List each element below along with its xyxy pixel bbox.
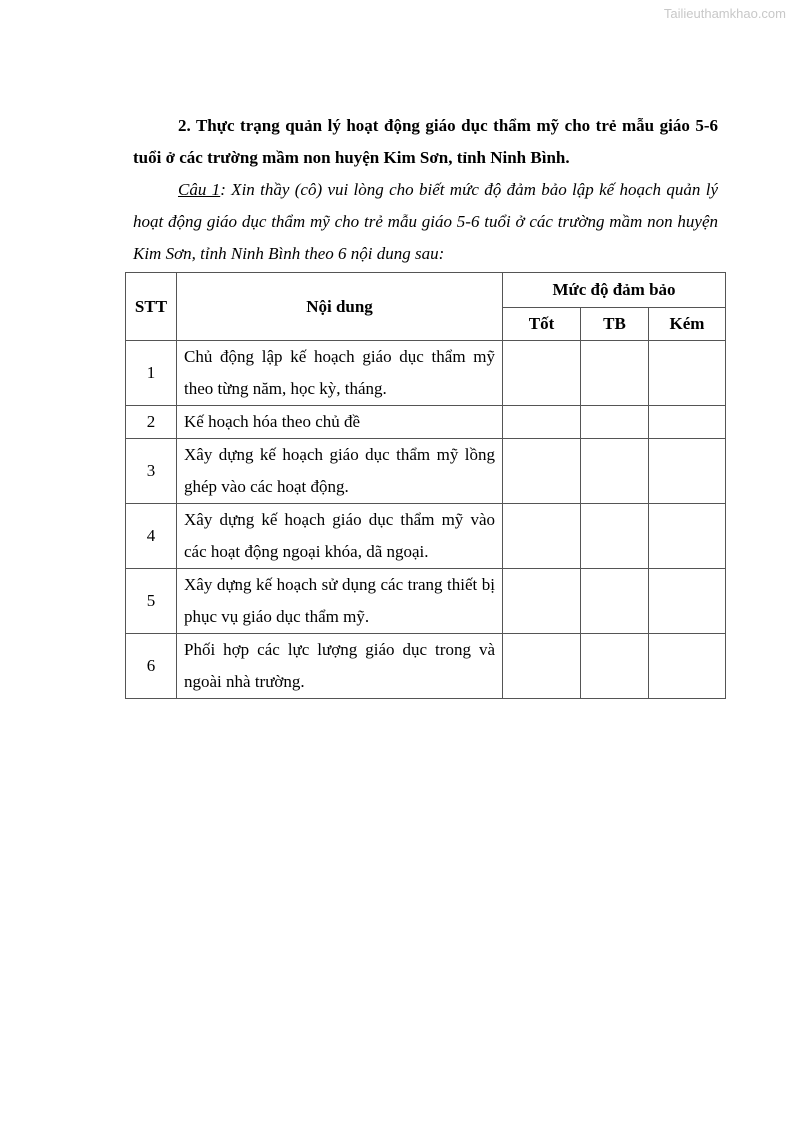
row-content: Phối hợp các lực lượng giáo dục trong và ngoài nhà trường. — [177, 634, 503, 699]
question-label: Câu 1 — [178, 180, 221, 199]
section-heading — [133, 110, 718, 174]
cell-poor[interactable] — [649, 439, 726, 504]
table-row — [126, 406, 726, 439]
header-poor: Kém — [649, 308, 726, 341]
section-heading-text: 2. Thực trạng quản lý hoạt động giáo dục thẩm mỹ cho trẻ mẫu giáo 5-6 tuổi ở các trường mầm non huyện Kim Sơn, tỉnh Ninh Bình. — [133, 116, 718, 167]
cell-good[interactable] — [503, 406, 581, 439]
table-row — [126, 504, 726, 569]
cell-poor[interactable] — [649, 634, 726, 699]
survey-table — [125, 272, 726, 699]
row-content: Xây dựng kế hoạch giáo dục thẩm mỹ vào các hoạt động ngoại khóa, dã ngoại. — [177, 504, 503, 569]
row-content: Chủ động lập kế hoạch giáo dục thẩm mỹ theo từng năm, học kỳ, tháng. — [177, 341, 503, 406]
row-stt: 6 — [126, 634, 177, 699]
cell-average[interactable] — [581, 439, 649, 504]
cell-average[interactable] — [581, 634, 649, 699]
header-level: Mức độ đảm bảo — [503, 273, 726, 308]
row-stt: 5 — [126, 569, 177, 634]
table-row — [126, 569, 726, 634]
cell-poor[interactable] — [649, 504, 726, 569]
table-row — [126, 634, 726, 699]
cell-average[interactable] — [581, 569, 649, 634]
table-header-row — [126, 273, 726, 308]
cell-average[interactable] — [581, 341, 649, 406]
cell-good[interactable] — [503, 504, 581, 569]
cell-average[interactable] — [581, 504, 649, 569]
row-content: Kế hoạch hóa theo chủ đề — [177, 406, 503, 439]
question-paragraph — [133, 174, 718, 270]
cell-average[interactable] — [581, 406, 649, 439]
table-row — [126, 439, 726, 504]
cell-good[interactable] — [503, 341, 581, 406]
row-stt: 1 — [126, 341, 177, 406]
header-good: Tốt — [503, 308, 581, 341]
cell-good[interactable] — [503, 439, 581, 504]
document-body — [133, 110, 718, 270]
row-stt: 2 — [126, 406, 177, 439]
row-stt: 4 — [126, 504, 177, 569]
table-row — [126, 341, 726, 406]
row-content: Xây dựng kế hoạch sử dụng các trang thiết bị phục vụ giáo dục thẩm mỹ. — [177, 569, 503, 634]
cell-good[interactable] — [503, 569, 581, 634]
cell-good[interactable] — [503, 634, 581, 699]
question-text: : Xin thầy (cô) vui lòng cho biết mức độ đảm bảo lập kế hoạch quản lý hoạt động giáo dục thẩm mỹ cho trẻ mẫu giáo 5-6 tuổi ở các trường mầm non huyện Kim Sơn, tỉnh Ninh Bình theo 6 nội dung sau: — [133, 180, 719, 263]
row-stt: 3 — [126, 439, 177, 504]
cell-poor[interactable] — [649, 406, 726, 439]
header-average: TB — [581, 308, 649, 341]
header-stt: STT — [126, 273, 177, 341]
header-content: Nội dung — [177, 273, 503, 341]
cell-poor[interactable] — [649, 341, 726, 406]
row-content: Xây dựng kế hoạch giáo dục thẩm mỹ lồng ghép vào các hoạt động. — [177, 439, 503, 504]
cell-poor[interactable] — [649, 569, 726, 634]
watermark: Tailieuthamkhao.com — [663, 6, 786, 21]
